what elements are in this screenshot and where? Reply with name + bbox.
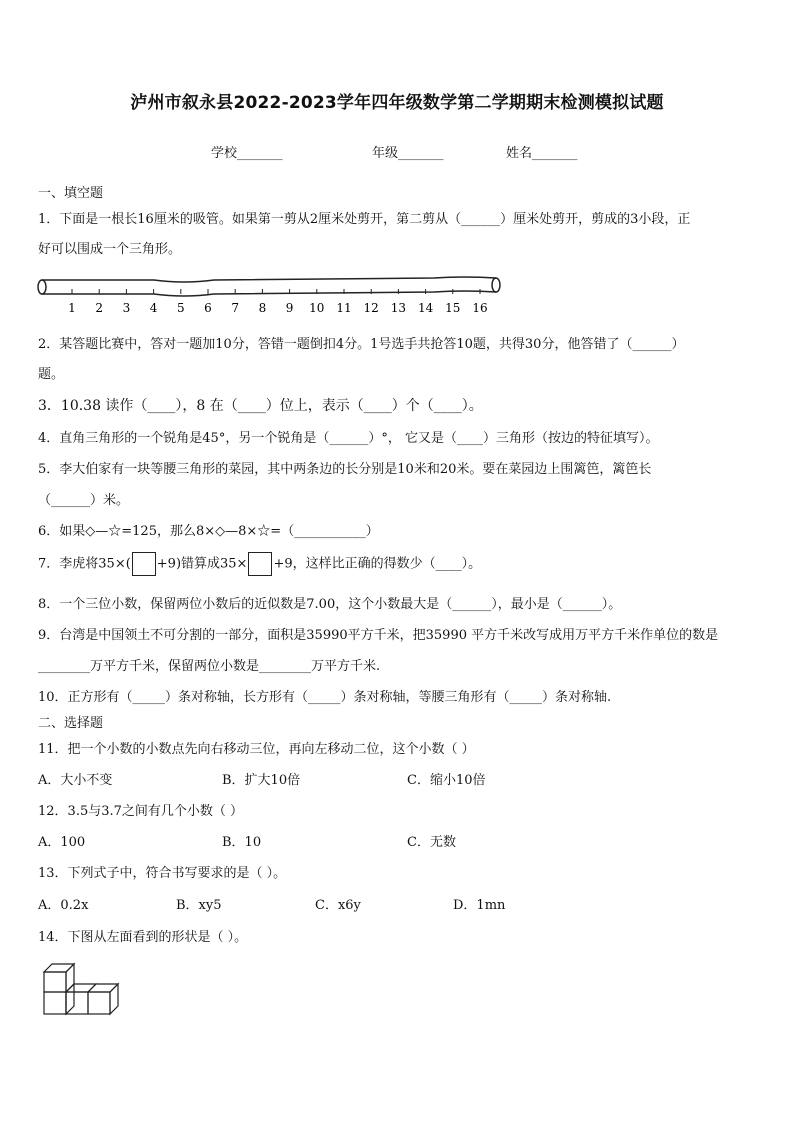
- question-1-line-2: 好可以围成一个三角形。: [38, 242, 182, 257]
- question-8: 8．一个三位小数，保留两位小数后的近似数是7.00，这个小数最大是（______），最小是（______）。: [38, 597, 622, 612]
- question-7-part-3: +9，这样比正确的得数少（____）。: [273, 556, 482, 572]
- question-13: 13．下列式子中，符合书写要求的是（ ）。: [38, 866, 287, 881]
- question-9-line-2: ________万平方千米，保留两位小数是________万平方千米.: [38, 659, 381, 674]
- grade-field: 年级_______: [372, 146, 444, 161]
- question-9-line-1: 9．台湾是中国领土不可分割的一部分，面积是35990平方千米，把35990 平方千米改写成用万平方千米作单位的数是: [38, 628, 719, 643]
- question-5-line-1: 5．李大伯家有一块等腰三角形的菜园，其中两条边的长分别是10米和20米。要在菜园边上围篱笆，篱笆长: [38, 462, 652, 477]
- question-7-part-2: +9)错算成35×: [156, 556, 248, 572]
- question-12-option-a: A．100: [38, 835, 86, 850]
- ruler-tick-label: 7: [231, 301, 240, 315]
- question-1-line-1: 1．下面是一根长16厘米的吸管。如果第一剪从2厘米处剪开，第二剪从（______）厘米处剪开，剪成的3小段，正: [38, 212, 691, 227]
- school-field: 学校_______: [211, 146, 283, 161]
- question-4: 4．直角三角形的一个锐角是45°，另一个锐角是（______）°， 它又是（____）三角形（按边的特征填写）。: [38, 431, 659, 446]
- ruler-tick-label: 16: [472, 301, 488, 315]
- section-fill-blank: 一、填空题: [38, 186, 104, 201]
- ruler-tick-label: 6: [204, 301, 212, 315]
- ruler-tick-label: 12: [363, 301, 379, 315]
- question-6: 6．如果◇—☆=125，那么8×◇—8×☆=（___________）: [38, 524, 379, 539]
- question-11-option-a: A．大小不变: [38, 773, 113, 788]
- ruler-tick-label: 9: [285, 301, 294, 315]
- ruler-tick-label: 3: [122, 301, 131, 315]
- question-7: [38, 552, 481, 576]
- question-13-option-d: D．1mn: [453, 898, 506, 913]
- ruler-tick-label: 14: [417, 301, 434, 315]
- ruler-tick-label: 2: [95, 301, 104, 315]
- question-11-option-b: B．扩大10倍: [222, 773, 301, 788]
- page-title: 泸州市叙永县2022-2023学年四年级数学第二学期期末检测模拟试题: [130, 93, 664, 113]
- ruler-tick-label: 10: [309, 301, 325, 315]
- question-7-part-1: 7．李虎将35×(: [38, 556, 131, 572]
- question-14: 14．下图从左面看到的形状是（ ）。: [38, 930, 248, 945]
- question-11-option-c: C．缩小10倍: [407, 773, 486, 788]
- question-13-option-a: A．0.2x: [38, 898, 89, 913]
- question-12-option-c: C．无数: [407, 835, 456, 850]
- question-2-line-2: 题。: [38, 367, 65, 382]
- blank-box-2: [248, 552, 272, 576]
- question-5-line-2: （______）米。: [38, 493, 130, 508]
- question-11: 11．把一个小数的小数点先向右移动三位，再向左移动二位，这个小数（ ）: [38, 742, 475, 757]
- question-13-option-b: B．xy5: [176, 898, 222, 913]
- question-2-line-1: 2．某答题比赛中，答对一题加10分，答错一题倒扣4分。1号选手共抢答10题，共得30分，他答错了（______）: [38, 337, 685, 352]
- ruler-tick-label: 15: [445, 301, 461, 315]
- blank-box-1: [132, 552, 156, 576]
- straw-ruler-figure: [34, 272, 514, 318]
- ruler-tick-label: 13: [390, 301, 407, 315]
- question-10: 10．正方形有（_____）条对称轴，长方形有（_____）条对称轴，等腰三角形有（_____）条对称轴.: [38, 690, 612, 705]
- question-3: 3．10.38 读作（____），8 在（____）位上，表示（____）个（____）。: [38, 398, 483, 414]
- ruler-tick-label: 4: [149, 301, 158, 315]
- question-12-option-b: B．10: [222, 835, 262, 850]
- ruler-tick-label: 1: [68, 301, 76, 315]
- question-13-option-c: C．x6y: [315, 898, 361, 913]
- ruler-tick-label: 8: [258, 301, 267, 315]
- ruler-tick-label: 5: [176, 301, 185, 315]
- ruler-tick-label: 11: [336, 301, 352, 315]
- section-choice: 二、选择题: [38, 716, 104, 731]
- cube-stack-figure: [40, 960, 130, 1022]
- name-field: 姓名_______: [506, 146, 578, 161]
- question-12: 12．3.5与3.7之间有几个小数（ ）: [38, 804, 244, 819]
